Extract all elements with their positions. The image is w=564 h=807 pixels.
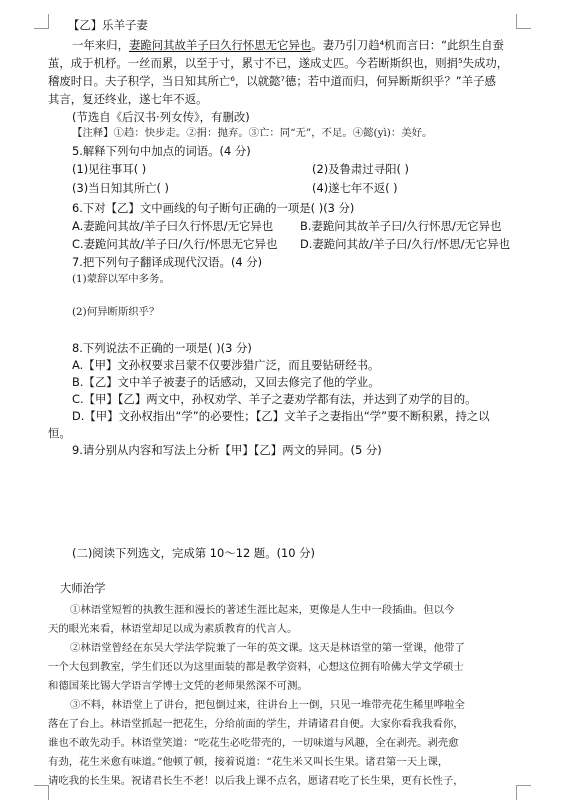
option-d: D.【甲】文孙权指出“学”的必要性；【乙】文羊子之妻指出“学”要不断积累，持之以 xyxy=(72,409,490,423)
option-b: B.妻跪问其故羊子曰/久行怀思/无它异也 xyxy=(300,219,502,233)
question-stem: 8.下列说法不正确的一项是( )(3 分) xyxy=(72,341,252,355)
essay-line: ②林语堂曾经在东吴大学法学院兼了一年的英文课。这天是林语堂的第一堂课，他带了 xyxy=(70,642,465,654)
essay-line: 一个大包到教室，学生们还以为这里面装的都是教学资料，心想这位拥有哈佛大学文学硕士 xyxy=(48,661,464,673)
option-a: A.妻跪问其故/羊子曰久行怀思/无它异也 xyxy=(72,219,274,233)
question-stem: 6.下对【乙】文中画线的句子断句正确的一项是( )(3 分) xyxy=(72,201,355,215)
essay-line: 和德国莱比锡大学语言学博士文凭的老师果然深不可测。 xyxy=(48,680,308,692)
answer-item: (2)及鲁肃过寻阳( ) xyxy=(312,162,409,176)
passage-line: 其言，复还终业，遂七年不返。 xyxy=(48,92,208,106)
option-d: D.妻跪问其故/羊子曰/久行/怀思/无它异也 xyxy=(300,237,510,251)
option-c: C.【甲】【乙】两文中，孙权劝学、羊子之妻劝学都有法，并达到了劝学的目的。 xyxy=(72,392,477,406)
essay-line: 落在了台上。林语堂抓起一把花生，分给前面的学生，并请诸君自便。大家你看我我看你， xyxy=(48,718,464,730)
essay-line: 有劲，花生米愈有味道。”他顿了顿，接着说道：“花生米又叫长生果。诸君第一天上课， xyxy=(48,756,449,768)
crop-mark-bottom-left xyxy=(34,785,49,800)
translate-item: (1)蒙辞以军中多务。 xyxy=(72,273,170,285)
essay-line: 谁也不敢先动手。林语堂笑道：“吃花生必吃带壳的，一切味道与风趣，全在剥壳。剥壳愈 xyxy=(48,737,459,749)
essay-line: 请吃我的长生果。祝诸君长生不老！以后我上课不点名，愿诸君吃了长生果，更有长性子， xyxy=(48,775,464,787)
answer-item: (3)当日知其所亡( ) xyxy=(72,181,169,195)
question-stem: 7.把下列句子翻译成现代汉语。(4 分) xyxy=(72,255,263,269)
essay-line: ③不料，林语堂上了讲台，把包倒过来，往讲台上一倒，只见一堆带壳花生稀里哗啦全 xyxy=(70,699,465,711)
option-b: B.【乙】文中羊子被妻子的话感动，又回去修完了他的学业。 xyxy=(72,375,380,389)
question-stem: 9.请分别从内容和写法上分析【甲】【乙】两文的异同。(5 分) xyxy=(72,443,382,457)
essay-line: 天的眼光来看，林语堂却足以成为素质教育的代言人。 xyxy=(48,623,298,635)
passage-line: 茧，成于机杼。一丝而累，以至于寸，累寸不已，遂成丈匹。今若断斯织也，则捐⁵失成功， xyxy=(48,56,509,70)
passage-line: 稽废时日。夫子积学，当日知其所亡⁶，以就懿⁷德；若中道而归，何异断斯织乎？”羊子感 xyxy=(48,74,496,88)
passage-line: 一年来归，妻跪问其故羊子曰久行怀思无它异也。妻乃引刀趋⁴机而言曰：“此织生自蚕 xyxy=(72,38,504,52)
part-b-title: 【乙】乐羊子妻 xyxy=(68,18,148,32)
essay-line: ①林语堂短暂的执教生涯和漫长的著述生涯比起来，更像是人生中一段插曲。但以今 xyxy=(70,604,455,616)
essay-title: 大师治学 xyxy=(60,581,106,595)
section-heading: (二)阅读下列选文，完成第 10～12 题。(10 分) xyxy=(72,546,315,560)
crop-mark-bottom-right xyxy=(516,785,531,800)
annotation-notes: 【注释】①趋：快步走。②捐：抛弃。③亡：同“无”，不足。④懿(yì)：美好。 xyxy=(72,127,433,139)
answer-item: (4)遂七年不返( ) xyxy=(312,181,398,195)
crop-mark-top-left xyxy=(34,14,49,29)
crop-mark-top-right xyxy=(516,14,531,29)
option-c: C.妻跪问其故/羊子曰/久行/怀思无它异也 xyxy=(72,237,278,251)
translate-item: (2)何异断斯织乎？ xyxy=(72,306,160,318)
question-stem: 5.解释下列句中加点的词语。(4 分) xyxy=(72,144,251,158)
answer-item: (1)见往事耳( ) xyxy=(72,162,147,176)
option-a: A.【甲】文孙权要求吕蒙不仅要涉猎广泛，而且要钻研经书。 xyxy=(72,358,380,372)
underlined-sentence: 妻跪问其故羊子曰久行怀思无它异也 xyxy=(128,38,312,52)
option-d-continuation: 恒。 xyxy=(48,426,71,440)
source-note: (节选自《后汉书·列女传》，有删改) xyxy=(72,110,250,124)
